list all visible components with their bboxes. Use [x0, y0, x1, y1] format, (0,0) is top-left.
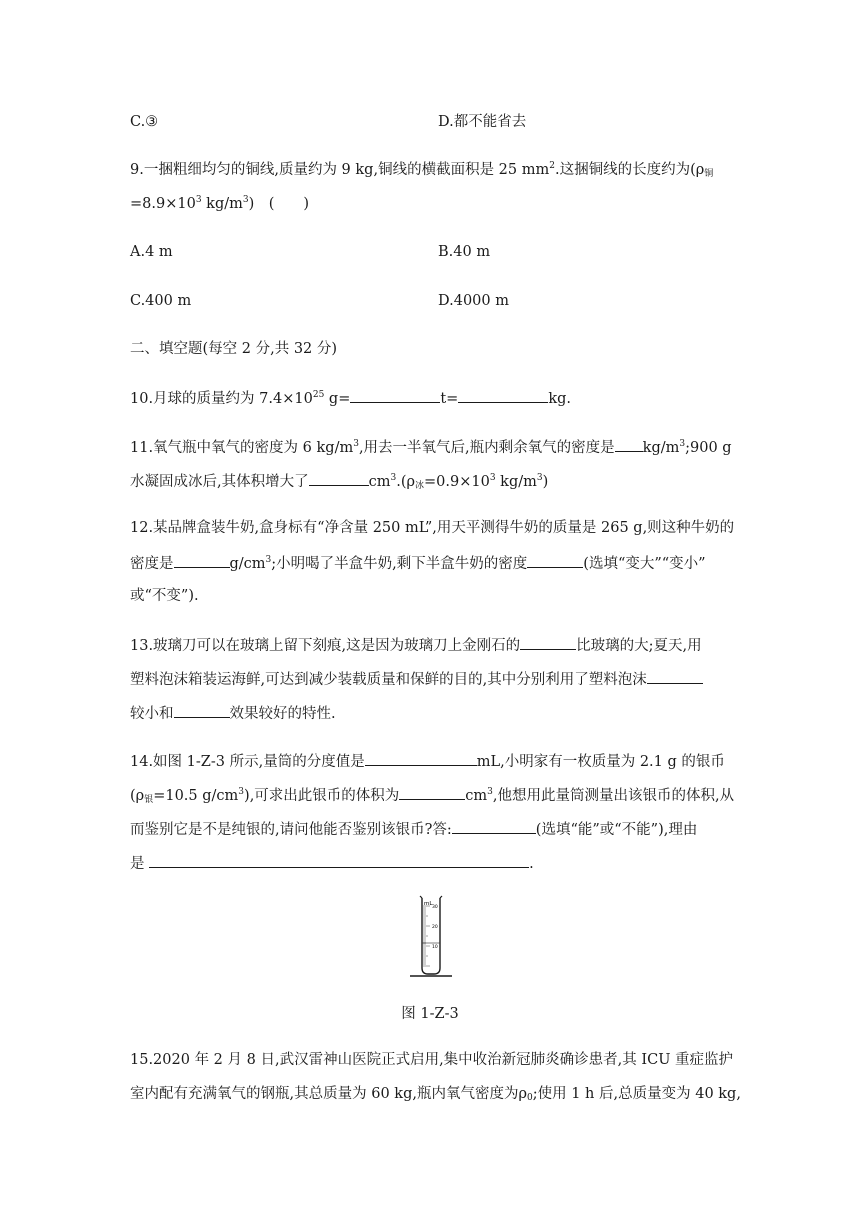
answer-blank[interactable] [365, 750, 477, 766]
answer-blank[interactable] [452, 818, 536, 834]
tick-label-30: 30 [432, 905, 438, 910]
q9-option-d: D.4000 m [438, 293, 509, 309]
q13-line3: 较小和 效果较好的特性. [130, 702, 336, 724]
tick-label-20: 20 [432, 925, 438, 930]
unit-label: mL [424, 901, 433, 907]
answer-blank[interactable] [174, 552, 230, 568]
tick-label-10: 10 [432, 945, 438, 950]
q13-line1: 13.玻璃刀可以在玻璃上留下刻痕,这是因为玻璃刀上金刚石的 比玻璃的大;夏天,用 [130, 634, 702, 656]
answer-blank[interactable] [350, 387, 440, 403]
q10: 10.月球的质量约为 $7.4\times 10^{25}$ g= t= kg. [130, 387, 571, 409]
q8-option-d: D.都不能省去 [438, 114, 527, 130]
q15-line1: 15.2020 年 2 月 8 日,武汉雷神山医院正式启用,集中收治新冠肺炎确诊患者,其 ICU 重症监护 [130, 1052, 734, 1068]
q11-line2: 水凝固成冰后,其体积增大了 $cm^3.(\rho_冰=0.9\times 10^3$ $kg/m^3$) [130, 470, 548, 492]
figure-caption: 图 1-Z-3 [401, 1006, 459, 1022]
cylinder-spout [420, 896, 442, 898]
q14-line1: 14.如图 1-Z-3 所示,量筒的分度值是 mL,小明家有一枚质量为 2.1 g 的银币 [130, 750, 725, 772]
answer-blank[interactable] [647, 668, 703, 684]
section-heading: 二、填空题(每空 2 分,共 32 分) [130, 341, 338, 357]
q9-stem-line2: $=8.9\times 10^3$ $kg/m^3$) ( ) [130, 195, 310, 212]
answer-blank[interactable] [615, 436, 643, 452]
q13-line2: 塑料泡沫箱装运海鲜,可达到减少装载质量和保鲜的目的,其中分别利用了塑料泡沫 [130, 668, 703, 690]
q9-option-a: A.4 m [130, 244, 173, 260]
answer-blank[interactable] [149, 852, 529, 868]
answer-blank[interactable] [399, 784, 465, 800]
q12-line2: 密度是 $g/cm^3$;小明喝了半盒牛奶,剩下半盒牛奶的密度 (选填“变大”“变小” [130, 552, 706, 574]
q9-option-c: C.400 m [130, 293, 192, 309]
graduated-cylinder-figure [400, 888, 462, 980]
scale-ticks [423, 906, 430, 966]
q14-line3: 而鉴别它是不是纯银的,请问他能否鉴别该银币?答: (选填“能”或“不能”),理由 [130, 818, 697, 840]
q9-option-b: B.40 m [438, 244, 491, 260]
answer-blank[interactable] [174, 702, 230, 718]
answer-blank[interactable] [309, 470, 369, 486]
q14-line2: ($\rho_银=10.5$ $g/cm^3$),可求出此银币的体积为 $cm^3$,他想用此量筒测量出该银币的体积,从 [130, 784, 734, 806]
q8-option-c: C.③ [130, 114, 159, 130]
q12-line1: 12.某品牌盒装牛奶,盒身标有“净含量 250 mL”,用天平测得牛奶的质量是 265 g,则这种牛奶的 [130, 520, 735, 536]
answer-blank[interactable] [527, 552, 583, 568]
q15-line2: 室内配有充满氧气的钢瓶,其总质量为 60 kg,瓶内氧气密度为$\rho_0$;使用 1 h 后,总质量变为 40 kg, [130, 1086, 741, 1103]
q12-line3: 或“不变”). [130, 588, 199, 604]
answer-blank[interactable] [520, 634, 576, 650]
q11-line1: 11.氧气瓶中氧气的密度为 6 $kg/m^3$,用去一半氧气后,瓶内剩余氧气的密度是 $kg/m^3;900$ g [130, 436, 732, 458]
answer-blank[interactable] [458, 387, 548, 403]
q9-stem: 9.一捆粗细均匀的铜线,质量约为 9 kg,铜线的横截面积是 25 $mm^2$.这捆铜线的长度约为($\rho_铜$ [130, 161, 714, 179]
q14-line4: 是 . [130, 852, 534, 874]
